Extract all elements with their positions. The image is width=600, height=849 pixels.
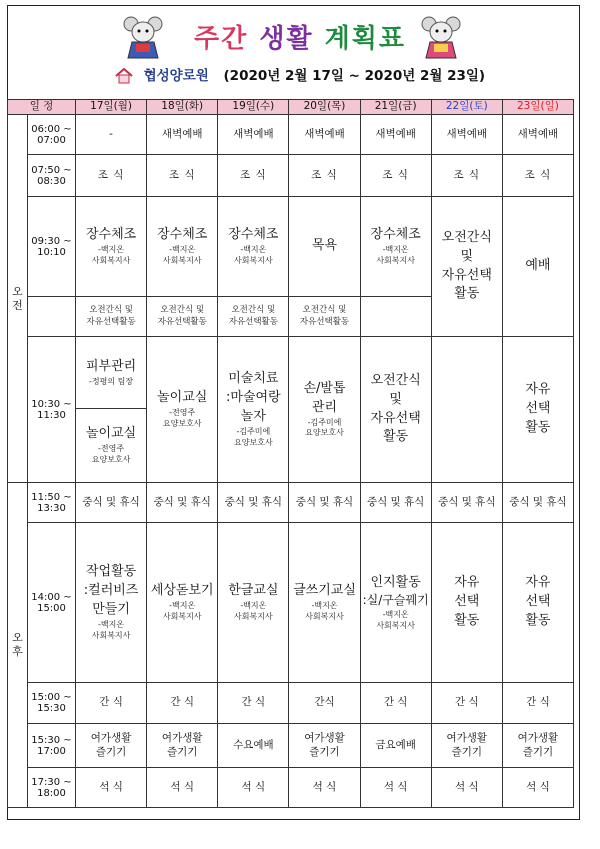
breakfast-cell: 조 식 [289,155,360,197]
snack-free-cell: 오전간식 및 자유선택활동 [289,297,360,337]
activity-cell: 새벽예배 [147,115,218,155]
title-part3: 계획표 [324,24,406,54]
lunch-cell: 중식 및 휴식 [218,483,289,523]
snack-cell: 간 식 [76,683,147,724]
leisure-cell: 여가생활 즐기기 [431,724,502,768]
snack-cell: 간 식 [360,683,431,724]
time-cell: 15:30 ~ 17:00 [28,724,76,768]
header-row [8,100,574,115]
snack-cell: 간식 [289,683,360,724]
leisure-cell: 여가생활 즐기기 [147,724,218,768]
leisure-cell: 여가생활 즐기기 [76,724,147,768]
page-title [0,18,600,55]
day-header: 17일(월) [76,100,147,115]
skin-care-cell: 피부관리 -정평의 팀장 [76,337,147,409]
play-class-cell: 놀이교실 -전영주 요양보호사 [147,337,218,483]
pm-label: 오후 [8,483,28,808]
friday-morning-cell: 오전간식 및 자유선택 활동 [360,337,431,483]
table-row [8,337,574,409]
schedule-table [7,99,574,808]
activity-cell: 새벽예배 [289,115,360,155]
breakfast-cell: 조 식 [147,155,218,197]
title-part1: 주간 [194,24,249,54]
activity-cell: 새벽예배 [218,115,289,155]
lunch-cell: 중식 및 휴식 [289,483,360,523]
activity-cell: 새벽예배 [360,115,431,155]
lunch-cell: 중식 및 휴식 [360,483,431,523]
empty-cell [360,297,431,337]
dinner-cell: 석 식 [502,768,573,808]
writing-class-cell: 글쓰기교실 -백지온 사회복지사 [289,523,360,683]
lunch-cell: 중식 및 휴식 [502,483,573,523]
empty-cell [431,337,502,483]
lunch-cell: 중식 및 휴식 [76,483,147,523]
activity-cell: - [76,115,147,155]
dinner-cell: 석 식 [360,768,431,808]
lunch-cell: 중식 및 휴식 [147,483,218,523]
snack-free-cell: 오전간식 및 자유선택활동 [218,297,289,337]
day-header-saturday: 22일(토) [431,100,502,115]
time-cell-empty [28,297,76,337]
hangul-class-cell: 한글교실 -백지온 사회복지사 [218,523,289,683]
time-cell: 09:30 ~ 10:10 [28,197,76,297]
friday-worship-cell: 금요예배 [360,724,431,768]
time-cell: 10:30 ~ 11:30 [28,337,76,483]
activity-cell: 새벽예배 [502,115,573,155]
dinner-cell: 석 식 [76,768,147,808]
table-row [8,115,574,155]
activity-cell: 새벽예배 [431,115,502,155]
day-header: 21일(금) [360,100,431,115]
corner-cell: 일 정 [8,100,76,115]
time-cell: 14:00 ~ 15:00 [28,523,76,683]
exercise-cell: 장수체조 -백지온 사회복지사 [360,197,431,297]
table-row [8,523,574,683]
time-cell: 06:00 ~ 07:00 [28,115,76,155]
cognitive-cell: 인지활동 :실/구슬꿰기 -백지온 사회복지사 [360,523,431,683]
table-row [8,683,574,724]
leisure-cell: 여가생활 즐기기 [502,724,573,768]
day-header: 18일(화) [147,100,218,115]
house-logo-icon [115,68,133,84]
time-cell: 11:50 ~ 13:30 [28,483,76,523]
exercise-cell: 장수체조 -백지온 사회복지사 [218,197,289,297]
saturday-morning-cell: 오전간식 및 자유선택 활동 [431,197,502,337]
am-label: 오전 [8,115,28,483]
table-row [8,768,574,808]
table-row [8,724,574,768]
lunch-cell: 중식 및 휴식 [431,483,502,523]
title-part2: 생활 [259,24,314,54]
exercise-cell: 장수체조 -백지온 사회복지사 [147,197,218,297]
dinner-cell: 석 식 [218,768,289,808]
dinner-cell: 석 식 [431,768,502,808]
snack-free-cell: 오전간식 및 자유선택활동 [76,297,147,337]
exercise-cell: 장수체조 -백지온 사회복지사 [76,197,147,297]
craft-cell: 작업활동 :컬러비즈 만들기 -백지온 사회복지사 [76,523,147,683]
world-view-cell: 세상돋보기 -백지온 사회복지사 [147,523,218,683]
leisure-cell: 여가생활 즐기기 [289,724,360,768]
free-activity-cell: 자유 선택 활동 [431,523,502,683]
time-cell: 17:30 ~ 18:00 [28,768,76,808]
breakfast-cell: 조 식 [502,155,573,197]
play-class-cell: 놀이교실 -전영주 요양보호사 [76,409,147,483]
snack-free-cell: 오전간식 및 자유선택활동 [147,297,218,337]
breakfast-cell: 조 식 [76,155,147,197]
breakfast-cell: 조 식 [431,155,502,197]
snack-cell: 간 식 [147,683,218,724]
day-header-sunday: 23일(일) [502,100,573,115]
day-header: 20일(목) [289,100,360,115]
table-row [8,483,574,523]
schedule-period: (2020년 2월 17일 ~ 2020년 2월 23일) [223,68,486,84]
wednesday-worship-cell: 수요예배 [218,724,289,768]
free-activity-cell: 자유 선택 활동 [502,337,573,483]
snack-cell: 간 식 [502,683,573,724]
nail-care-cell: 손/발톱 관리 -김주미에 요양보호사 [289,337,360,483]
org-name: 협성양로원 [143,68,209,84]
subtitle [0,64,600,84]
day-header: 19일(수) [218,100,289,115]
table-row [8,197,574,297]
snack-cell: 간 식 [218,683,289,724]
breakfast-cell: 조 식 [360,155,431,197]
art-therapy-cell: 미술치료 :마술여랑 놀자 -김주미에 요양보호사 [218,337,289,483]
time-cell: 07:50 ~ 08:30 [28,155,76,197]
dinner-cell: 석 식 [289,768,360,808]
bath-cell: 목욕 [289,197,360,297]
sunday-worship-cell: 예배 [502,197,573,337]
free-activity-cell: 자유 선택 활동 [502,523,573,683]
table-row [8,155,574,197]
dinner-cell: 석 식 [147,768,218,808]
breakfast-cell: 조 식 [218,155,289,197]
snack-cell: 간 식 [431,683,502,724]
time-cell: 15:00 ~ 15:30 [28,683,76,724]
